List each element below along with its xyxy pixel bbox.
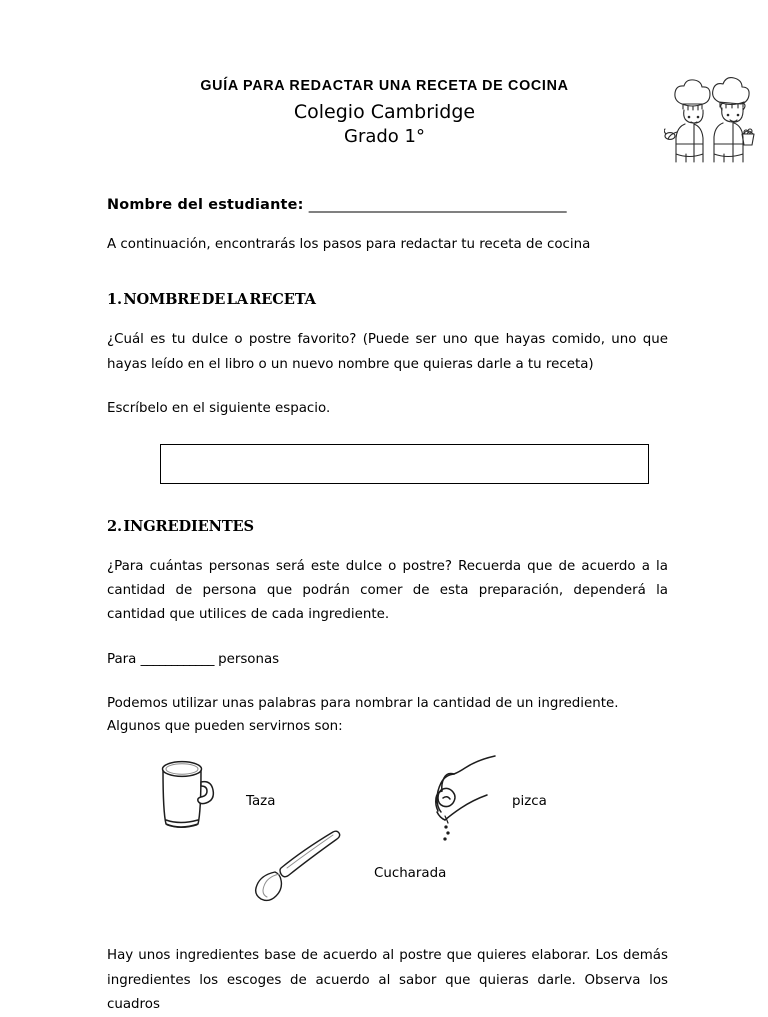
measure-label-pizca: pizca (512, 794, 547, 810)
servings-rule: ____________ (140, 651, 214, 667)
servings-field[interactable] (107, 648, 668, 672)
spoon-icon (245, 830, 341, 902)
recipe-name-answer-box[interactable] (160, 444, 649, 484)
section-heading-ingredientes: 2. INGREDIENTES (107, 517, 254, 535)
measure-label-cucharada: Cucharada (374, 866, 447, 882)
student-name-label: Nombre del estudiante: (107, 197, 304, 213)
measures-intro (107, 692, 668, 738)
section-1-paragraph: ¿Cuál es tu dulce o postre favorito? (Puede ser uno que hayas comido, uno que hayas leído en el libro o un nuevo nombre que quieras darle a tu receta) (107, 332, 668, 372)
measure-label-taza: Taza (246, 794, 276, 810)
section-1-instruction: Escríbelo en el siguiente espacio. (107, 401, 331, 417)
intro-paragraph: A continuación, encontrarás los pasos para redactar tu receta de cocina (107, 237, 591, 252)
section-heading-nombre-receta: 1. NOMBRE DE LA RECETA (107, 291, 316, 309)
school-name: Colegio Cambridge (293, 101, 476, 123)
section-2-closing-paragraph: Hay unos ingredientes base de acuerdo al postre que quieres elaborar. Los demás ingredientes los escoges de acuerdo al sabor que quieras darle. Observa los cuadros (107, 948, 668, 1012)
measure-illustrations (107, 752, 668, 924)
section-2-paragraph: ¿Para cuántas personas será este dulce o postre? Recuerda que de acuerdo a la cantidad de persona que podrán comer de esta preparación, dependerá la cantidad que utilices de cada ingrediente. (107, 558, 668, 623)
student-name-field[interactable] (107, 197, 668, 213)
measures-intro-line-1: Podemos utilizar unas palabras para nombrar la cantidad de un ingrediente. (107, 696, 619, 712)
servings-prefix-label: Para (107, 651, 137, 667)
grade-label: Grado 1° (344, 126, 425, 147)
document-header (107, 78, 668, 147)
servings-suffix-label: personas (218, 651, 280, 667)
chefs-clipart-icon (664, 74, 760, 166)
pinching-hand-icon (407, 752, 499, 844)
cup-icon (155, 758, 233, 838)
page-title: GUÍA PARA REDACTAR UNA RECETA DE COCINA (200, 78, 569, 94)
student-name-rule: _______________________________________ (308, 197, 566, 213)
measures-intro-line-2: Algunos que pueden servirnos son: (107, 719, 343, 735)
